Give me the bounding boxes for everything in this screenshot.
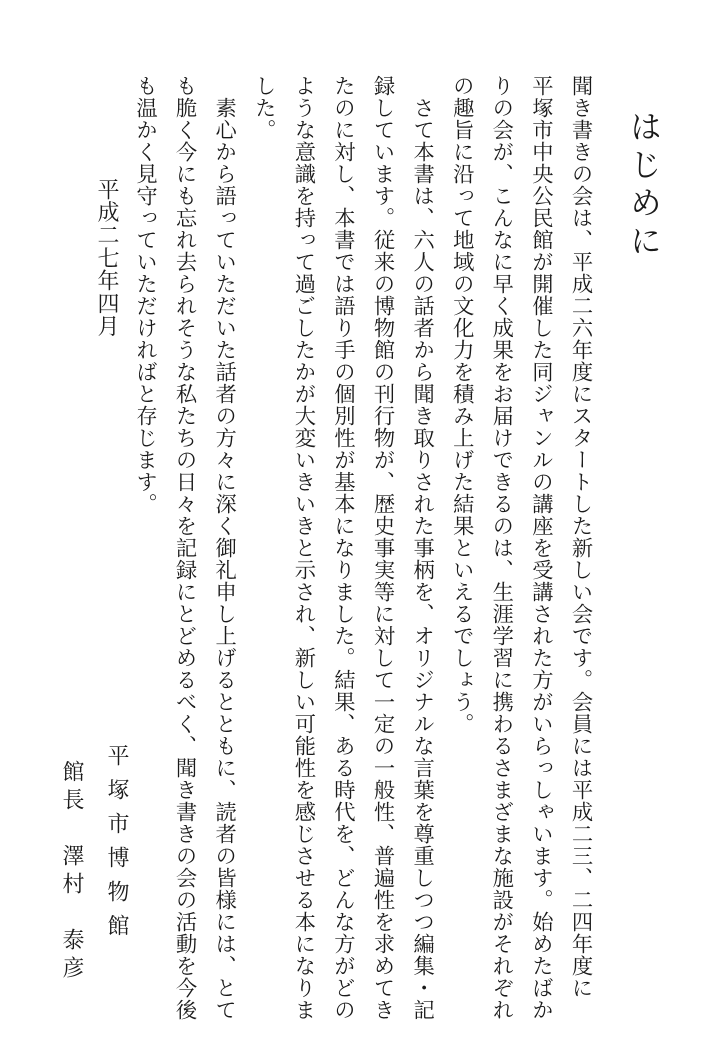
- body-line: 聞き書きの会は、平成二六年度にスタートした新しい会です。会員には平成二三、二四年度に: [568, 75, 593, 999]
- body-text: [125, 75, 600, 1035]
- body-line: 素心から語っていただいた話者の方々に深く御礼申し上げるとともに、読者の皆様には、とて: [211, 97, 237, 1021]
- paragraph-1: [442, 75, 600, 1035]
- paragraph-3: [125, 75, 244, 1035]
- director-name: 館長 澤村 泰彦: [59, 760, 84, 984]
- body-line: も脆く今にも忘れ去られそうな私たちの日々を記録にとどめるべく、聞き書きの会の活動を今後: [172, 75, 198, 1021]
- body-line: 平塚市中央公民館が開催した同ジャンルの講座を受講された方がいらっしゃいます。始めたばか: [528, 75, 554, 1021]
- body-line: した。: [251, 75, 277, 141]
- body-line: りの会が、こんなに早く成果をお届けできるのは、生涯学習に携わるさまざまな施設がそれぞれ: [488, 75, 514, 1021]
- paragraph-2: [244, 75, 442, 1035]
- body-line: たのに対し、本書では語り手の個別性が基本になりました。結果、ある時代を、どんな方がどの: [330, 75, 356, 1021]
- date: 平成二七年四月: [94, 178, 119, 338]
- body-line: も温かく見守っていただければと存じます。: [132, 75, 158, 515]
- body-line: さて本書は、六人の話者から聞き取りされた事柄を、オリジナルな言葉を尊重しつつ編集・記: [409, 97, 435, 1021]
- organization-name: 平塚市博物館: [104, 744, 129, 948]
- page-title: はじめに: [625, 110, 663, 262]
- body-line: の趣旨に沿って地域の文化力を積み上げた結果といえるでしょう。: [449, 75, 475, 735]
- body-line: ような意識を持って過ごしたかが大変いきいきと示され、新しい可能性を感じさせる本になりま: [290, 75, 316, 1021]
- body-line: 録しています。従来の博物館の刊行物が、歴史事実等に対して一定の一般性、普遍性を求めてき: [370, 75, 396, 1021]
